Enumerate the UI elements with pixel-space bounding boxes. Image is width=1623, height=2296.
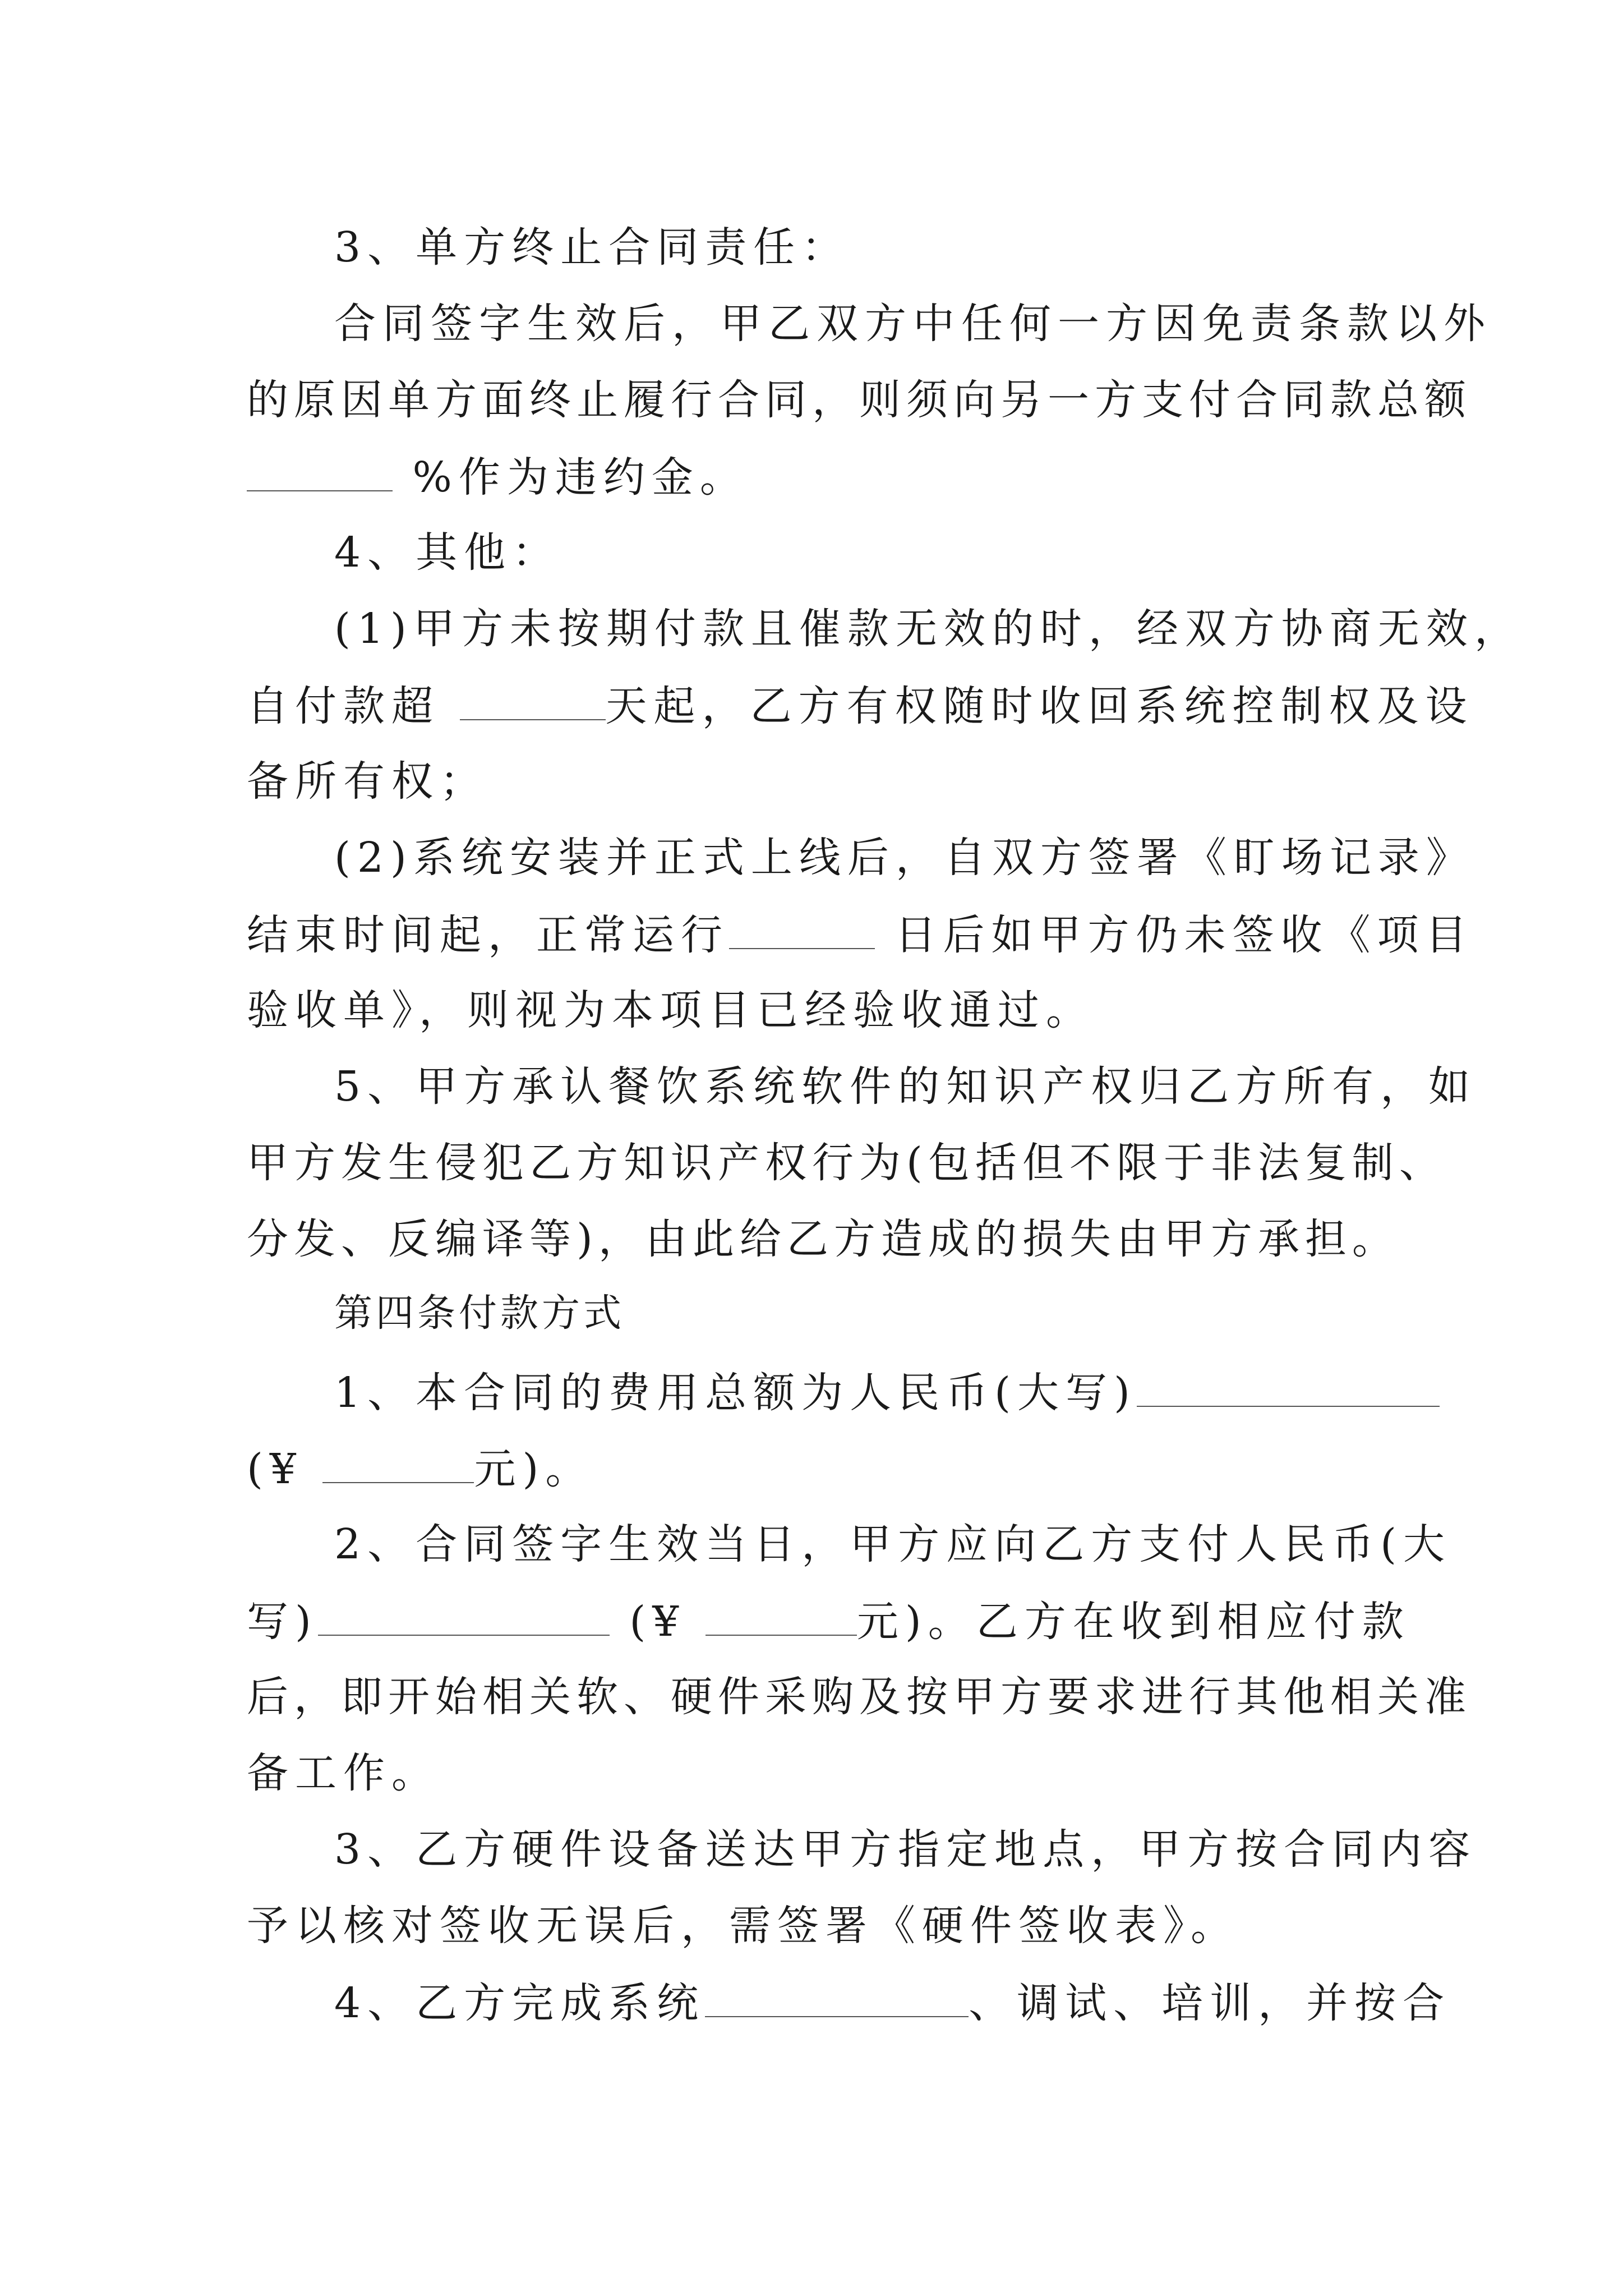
paragraph-line: 的原因单方面终止履行合同，则须向另一方支付合同款总额 (247, 376, 1472, 424)
fill-in-blank[interactable] (705, 1981, 969, 2017)
clause-4-heading: 4、其他： (334, 528, 561, 577)
fill-in-blank[interactable] (322, 1447, 474, 1483)
paragraph-line: (¥ 元)。 (247, 1445, 594, 1493)
paragraph-line: (1)甲方未按期付款且催款无效的时，经双方协商无效， (334, 605, 1523, 653)
fill-in-blank[interactable] (460, 684, 606, 720)
paragraph-line: 1、本合同的费用总额为人民币(大写) (334, 1371, 1440, 1414)
paragraph-line: 备工作。 (247, 1749, 440, 1797)
paragraph-line: %作为违约金。 (247, 455, 748, 498)
paragraph-line: 合同签字生效后，甲乙双方中任何一方因免责条款以外 (334, 300, 1492, 348)
paragraph-line: 写) (¥ 元)。乙方在收到相应付款 (247, 1598, 1410, 1646)
paragraph-line: 自付款超 天起，乙方有权随时收回系统控制权及设 (247, 682, 1474, 730)
paragraph-line: 3、乙方硬件设备送达甲方指定地点，甲方按合同内容 (334, 1825, 1477, 1874)
paragraph-line: 5、甲方承认餐饮系统软件的知识产权归乙方所有，如 (334, 1062, 1477, 1111)
paragraph-line: 分发、反编译等)，由此给乙方造成的损失由甲方承担。 (247, 1215, 1399, 1263)
fill-in-blank[interactable] (247, 455, 393, 491)
article-4-heading: 第四条付款方式 (334, 1291, 625, 1336)
clause-3-heading: 3、单方终止合同责任： (334, 223, 850, 272)
fill-in-blank[interactable] (729, 913, 875, 949)
paragraph-line: 备所有权； (247, 757, 488, 806)
paragraph-line: 予以核对签收无误后，需签署《硬件签收表》。 (247, 1902, 1239, 1950)
paragraph-line: (2)系统安装并正式上线后，自双方签署《盯场记录》 (334, 834, 1474, 882)
fill-in-blank[interactable] (318, 1600, 610, 1636)
fill-in-blank[interactable] (706, 1600, 857, 1636)
paragraph-line: 结束时间起，正常运行 日后如甲方仍未签收《项目 (247, 911, 1474, 959)
paragraph-line: 甲方发生侵犯乙方知识产权行为(包括但不限于非法复制、 (247, 1139, 1446, 1187)
paragraph-line: 4、乙方完成系统 、调试、培训，并按合 (334, 1979, 1451, 2027)
paragraph-line: 后，即开始相关软、硬件采购及按甲方要求进行其他相关准 (247, 1673, 1472, 1721)
fill-in-blank[interactable] (1137, 1371, 1440, 1407)
paragraph-line: 2、合同签字生效当日，甲方应向乙方支付人民币(大 (334, 1520, 1451, 1568)
paragraph-line: 验收单》，则视为本项目已经验收通过。 (247, 986, 1094, 1034)
